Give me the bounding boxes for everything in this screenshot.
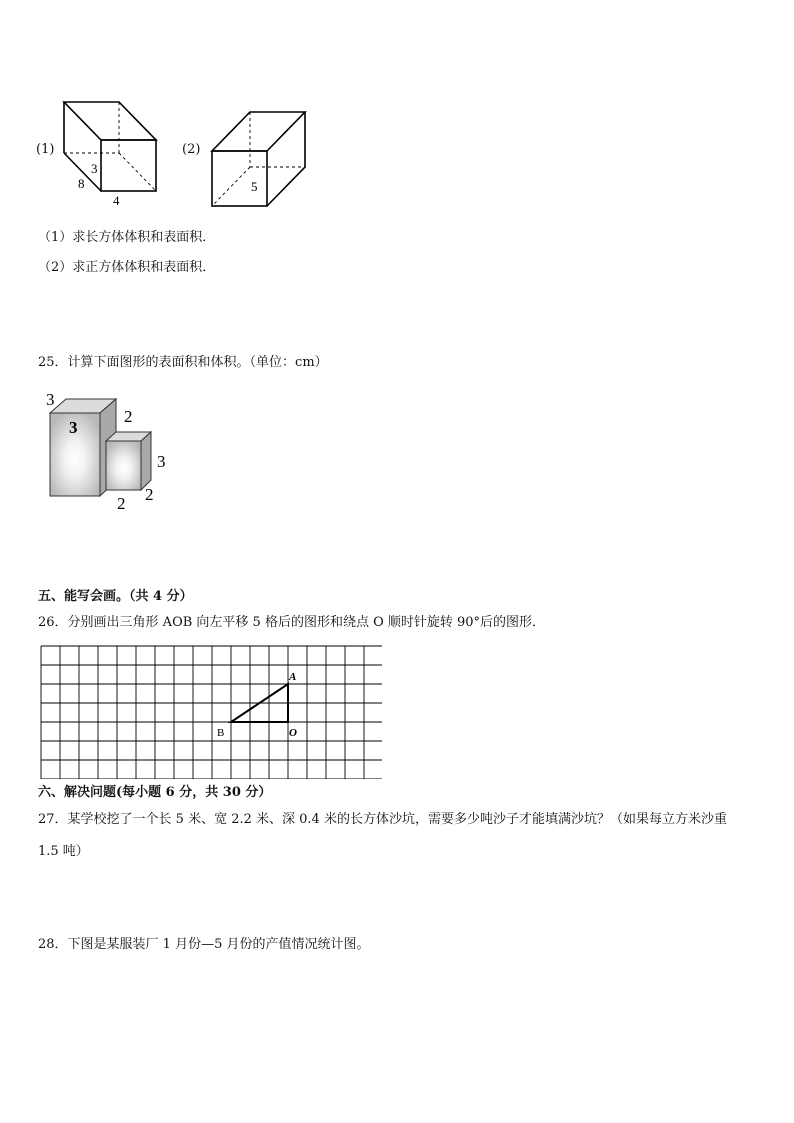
q25-text: 25．计算下面图形的表面积和体积。（单位：cm） <box>38 355 328 370</box>
q26-text: 26．分别画出三角形 AOB 向左平移 5 格后的图形和绕点 O 顺时针旋转 90°后的图形． <box>38 615 546 630</box>
section-6-title: 六、解决问题(每小题 6 分，共 30 分） <box>38 785 272 800</box>
q27-text-line2: 1.5 吨） <box>38 844 89 859</box>
q24-subquestion-2: （2）求正方体体积和表面积． <box>38 260 216 275</box>
cuboid-height-label: 3 <box>91 161 98 176</box>
big-box-front-label: 3 <box>69 418 78 437</box>
cuboid-length-label: 4 <box>113 193 120 208</box>
square-grid <box>40 645 382 779</box>
figure-1-label: (1) <box>36 142 55 157</box>
small-box-depth-label: 2 <box>145 485 154 504</box>
small-box-height-label: 3 <box>157 452 166 471</box>
cube-figure <box>205 105 315 215</box>
small-box-width-label: 2 <box>117 494 126 513</box>
cube-edge-label: 5 <box>251 179 258 194</box>
q24-subquestion-1: （1）求长方体体积和表面积． <box>38 230 216 245</box>
big-box-side-label: 2 <box>124 407 133 426</box>
stacked-boxes-figure <box>40 385 180 520</box>
section-5-title: 五、能写会画。（共 4 分） <box>38 589 193 604</box>
figure-2-label: (2) <box>182 142 201 157</box>
vertex-o-label: O <box>289 727 297 739</box>
big-box-top-label: 3 <box>46 390 55 409</box>
q27-text-line1: 27．某学校挖了一个长 5 米、宽 2.2 米、深 0.4 米的长方体沙坑，需要多少吨沙子才能填满沙坑？（如果每立方米沙重 <box>38 812 727 827</box>
cuboid-width-label: 8 <box>78 176 85 191</box>
vertex-a-label: A <box>289 671 297 683</box>
vertex-b-label: B <box>217 727 225 739</box>
cuboid-figure <box>60 95 165 210</box>
q28-text: 28．下图是某服装厂 1 月份—5 月份的产值情况统计图。 <box>38 937 370 952</box>
